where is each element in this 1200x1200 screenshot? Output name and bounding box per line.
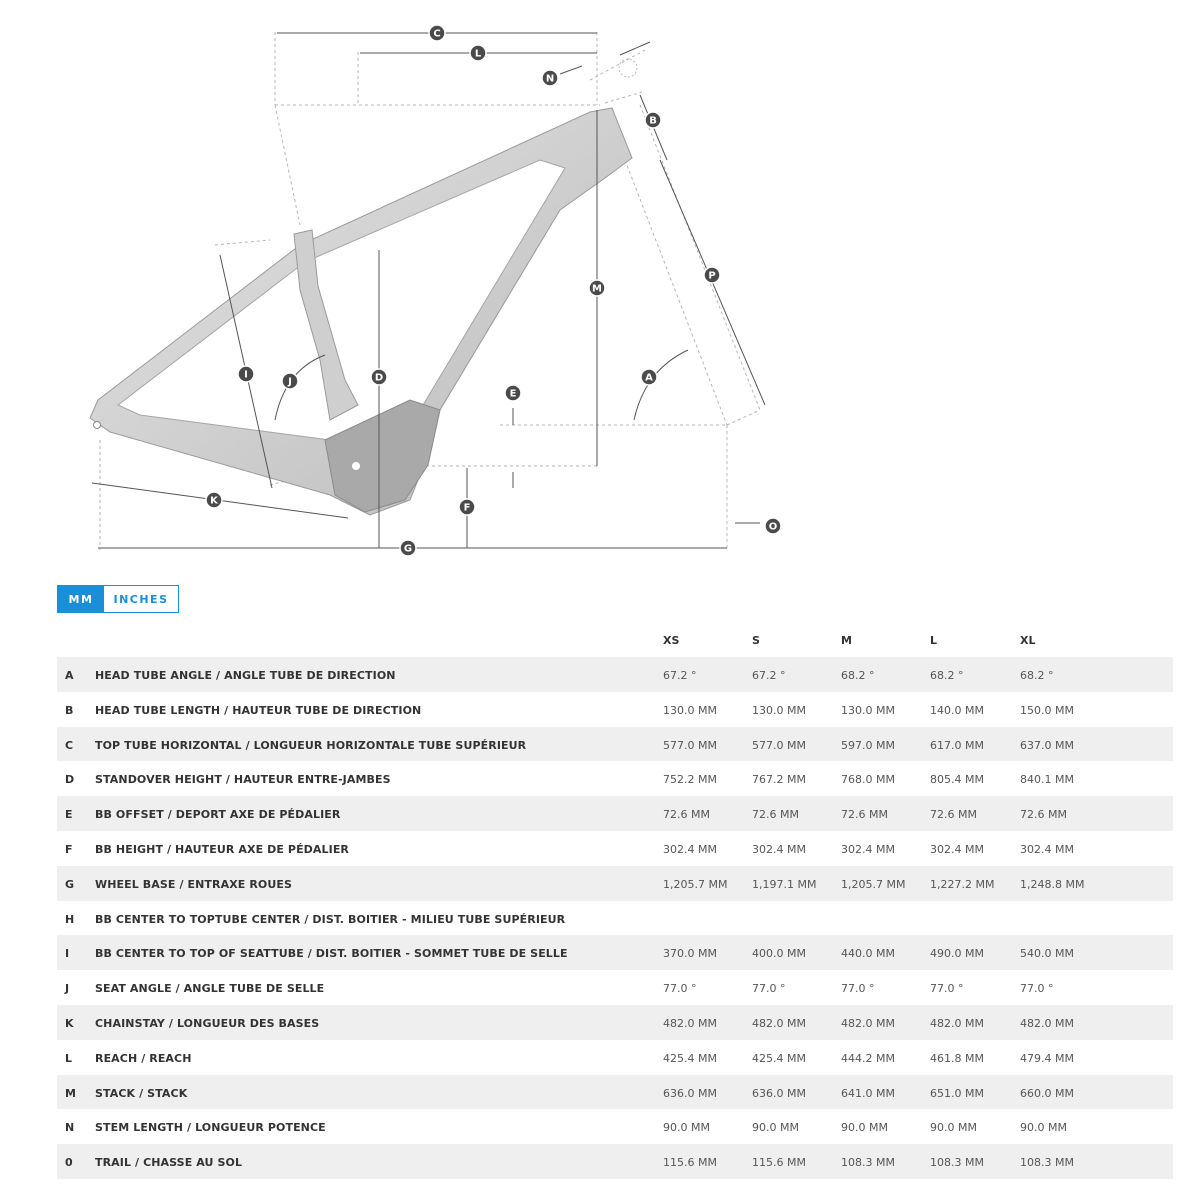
- dimension-marker-f: [459, 499, 475, 515]
- row-value: 302.4 MM: [752, 842, 806, 856]
- dimension-marker-label: O: [768, 521, 778, 533]
- row-value: 77.0 °: [1020, 982, 1054, 996]
- mm-unit-button[interactable]: MM: [58, 586, 104, 612]
- row-value: 72.6 MM: [1020, 808, 1067, 822]
- dimension-marker-i: [238, 366, 254, 382]
- dimension-marker-label: J: [288, 376, 292, 388]
- row-value: 651.0 MM: [930, 1086, 984, 1100]
- size-header-l: L: [930, 634, 938, 647]
- row-label: TOP TUBE HORIZONTAL / LONGUEUR HORIZONTALE TUBE SUPÉRIEUR: [95, 738, 527, 752]
- row-value: 68.2 °: [1020, 669, 1054, 682]
- dimension-marker-d: [371, 369, 387, 385]
- row-value: 540.0 MM: [1020, 947, 1074, 961]
- row-value: 90.0 MM: [663, 1121, 710, 1135]
- row-value: 68.2 °: [930, 669, 964, 682]
- row-letter: N: [65, 1121, 75, 1135]
- dimension-marker-g: [400, 540, 416, 556]
- row-value: 67.2 °: [663, 669, 697, 682]
- table-row: [57, 1040, 1173, 1075]
- row-letter: D: [65, 773, 75, 787]
- row-value: 68.2 °: [841, 669, 875, 682]
- row-value: 444.2 MM: [841, 1051, 895, 1065]
- row-value: 67.2 °: [752, 669, 786, 682]
- row-value: 482.0 MM: [1020, 1016, 1074, 1030]
- dimension-marker-label: L: [474, 48, 482, 60]
- row-value: 115.6 MM: [752, 1156, 806, 1170]
- table-row: [57, 1075, 1173, 1110]
- row-value: 752.2 MM: [663, 773, 717, 787]
- row-value: 400.0 MM: [752, 947, 806, 961]
- row-letter: C: [65, 738, 74, 752]
- dimension-marker-a: [641, 369, 657, 385]
- dimension-marker-label: P: [708, 270, 716, 282]
- frame-geometry-diagram: [0, 0, 1200, 575]
- row-value: 370.0 MM: [663, 947, 717, 961]
- dimension-marker-k: [206, 492, 222, 508]
- row-value: 805.4 MM: [930, 773, 984, 787]
- dimension-marker-j: [282, 373, 298, 389]
- row-letter: B: [65, 703, 74, 717]
- row-label: WHEEL BASE / ENTRAXE ROUES: [95, 877, 293, 891]
- dimension-marker-label: F: [463, 502, 471, 514]
- size-header-m: M: [841, 634, 852, 647]
- dimension-marker-label: E: [509, 388, 517, 400]
- row-value: 1,197.1 MM: [752, 877, 817, 891]
- row-value: 150.0 MM: [1020, 703, 1074, 717]
- row-value: 490.0 MM: [930, 947, 984, 961]
- dimension-marker-label: D: [374, 372, 384, 384]
- row-value: 302.4 MM: [841, 842, 895, 856]
- row-value: 130.0 MM: [752, 703, 806, 717]
- dimension-marker-n: [542, 70, 558, 86]
- table-row: [57, 796, 1173, 831]
- dimension-marker-b: [645, 112, 661, 128]
- dimension-marker-label: G: [403, 543, 413, 555]
- row-value: 140.0 MM: [930, 703, 984, 717]
- bike-frame: [90, 59, 637, 515]
- row-letter: F: [65, 842, 73, 856]
- row-value: 660.0 MM: [1020, 1086, 1074, 1100]
- row-value: 77.0 °: [752, 982, 786, 996]
- row-label: HEAD TUBE LENGTH / HAUTEUR TUBE DE DIRECTION: [95, 703, 422, 717]
- table-row: [57, 866, 1173, 901]
- row-value: 72.6 MM: [752, 808, 799, 822]
- table-row: [57, 657, 1173, 692]
- dimension-marker-l: [470, 45, 486, 61]
- row-letter: K: [65, 1016, 74, 1030]
- row-value: 767.2 MM: [752, 773, 806, 787]
- row-label: BB CENTER TO TOPTUBE CENTER / DIST. BOITIER - MILIEU TUBE SUPÉRIEUR: [95, 912, 566, 926]
- row-value: 440.0 MM: [841, 947, 895, 961]
- row-value: 636.0 MM: [752, 1086, 806, 1100]
- dimension-marker-label: I: [244, 369, 248, 381]
- row-label: REACH / REACH: [95, 1051, 192, 1065]
- row-value: 637.0 MM: [1020, 738, 1074, 752]
- row-value: 302.4 MM: [1020, 842, 1074, 856]
- row-value: 302.4 MM: [663, 842, 717, 856]
- row-label: STEM LENGTH / LONGUEUR POTENCE: [95, 1121, 326, 1135]
- inches-unit-button[interactable]: INCHES: [104, 586, 178, 612]
- size-header-xs: XS: [663, 634, 680, 647]
- row-value: 72.6 MM: [663, 808, 710, 822]
- size-header-row: [57, 623, 1173, 657]
- dimension-marker-label: A: [645, 372, 653, 384]
- table-row: [57, 935, 1173, 970]
- dimension-marker-e: [505, 385, 521, 401]
- table-row: [57, 970, 1173, 1005]
- row-value: 1,205.7 MM: [841, 877, 906, 891]
- table-row: [57, 692, 1173, 727]
- row-label: SEAT ANGLE / ANGLE TUBE DE SELLE: [95, 982, 325, 996]
- row-label: STANDOVER HEIGHT / HAUTEUR ENTRE-JAMBES: [95, 773, 391, 787]
- row-value: 90.0 MM: [841, 1121, 888, 1135]
- row-label: TRAIL / CHASSE AU SOL: [95, 1156, 243, 1170]
- geometry-table: [57, 623, 1173, 1179]
- row-label: BB CENTER TO TOP OF SEATTUBE / DIST. BOITIER - SOMMET TUBE DE SELLE: [95, 947, 568, 961]
- row-label: CHAINSTAY / LONGUEUR DES BASES: [95, 1016, 320, 1030]
- dimension-marker-label: M: [592, 283, 602, 295]
- table-row: [57, 1144, 1173, 1179]
- table-row: [57, 1109, 1173, 1144]
- dimension-marker-m: [589, 280, 605, 296]
- row-letter: G: [65, 877, 75, 891]
- dimension-marker-label: B: [649, 115, 657, 127]
- row-label: STACK / STACK: [95, 1086, 188, 1100]
- table-row: [57, 761, 1173, 796]
- row-value: 1,205.7 MM: [663, 877, 728, 891]
- row-letter: L: [65, 1051, 73, 1065]
- row-value: 577.0 MM: [752, 738, 806, 752]
- table-row: [57, 727, 1173, 762]
- dimension-marker-label: N: [545, 73, 555, 85]
- row-value: 115.6 MM: [663, 1156, 717, 1170]
- row-value: 461.8 MM: [930, 1051, 984, 1065]
- row-value: 482.0 MM: [841, 1016, 895, 1030]
- dimension-marker-o: [765, 518, 781, 534]
- row-label: BB HEIGHT / HAUTEUR AXE DE PÉDALIER: [95, 842, 350, 856]
- row-value: 482.0 MM: [663, 1016, 717, 1030]
- row-value: 840.1 MM: [1020, 773, 1074, 787]
- row-value: 130.0 MM: [841, 703, 895, 717]
- row-value: 302.4 MM: [930, 842, 984, 856]
- dimension-marker-c: [429, 25, 445, 41]
- row-value: 425.4 MM: [663, 1051, 717, 1065]
- row-letter: A: [65, 669, 74, 682]
- row-letter: J: [65, 982, 70, 996]
- row-value: 77.0 °: [841, 982, 875, 996]
- table-row: [57, 1005, 1173, 1040]
- row-value: 617.0 MM: [930, 738, 984, 752]
- row-value: 425.4 MM: [752, 1051, 806, 1065]
- dimension-marker-p: [704, 267, 720, 283]
- row-value: 597.0 MM: [841, 738, 895, 752]
- row-value: 636.0 MM: [663, 1086, 717, 1100]
- row-value: 72.6 MM: [841, 808, 888, 822]
- row-value: 77.0 °: [930, 982, 964, 996]
- size-header-xl: XL: [1020, 634, 1036, 647]
- table-row: [57, 831, 1173, 866]
- row-value: 108.3 MM: [930, 1156, 984, 1170]
- row-value: 482.0 MM: [752, 1016, 806, 1030]
- row-value: 1,227.2 MM: [930, 877, 995, 891]
- row-value: 108.3 MM: [841, 1156, 895, 1170]
- row-label: HEAD TUBE ANGLE / ANGLE TUBE DE DIRECTION: [95, 669, 396, 682]
- row-value: 577.0 MM: [663, 738, 717, 752]
- row-letter: M: [65, 1086, 76, 1100]
- row-letter: I: [65, 947, 70, 961]
- row-letter: H: [65, 912, 75, 926]
- row-letter: 0: [65, 1156, 73, 1170]
- dimension-marker-label: C: [433, 28, 441, 40]
- row-value: 90.0 MM: [1020, 1121, 1067, 1135]
- row-value: 130.0 MM: [663, 703, 717, 717]
- row-value: 90.0 MM: [752, 1121, 799, 1135]
- row-value: 77.0 °: [663, 982, 697, 996]
- table-row: [57, 901, 1173, 936]
- row-value: 482.0 MM: [930, 1016, 984, 1030]
- row-letter: E: [65, 808, 73, 822]
- row-value: 479.4 MM: [1020, 1051, 1074, 1065]
- row-value: 90.0 MM: [930, 1121, 977, 1135]
- row-label: BB OFFSET / DEPORT AXE DE PÉDALIER: [95, 808, 341, 822]
- row-value: 1,248.8 MM: [1020, 877, 1085, 891]
- unit-toggle: [57, 585, 179, 613]
- row-value: 768.0 MM: [841, 773, 895, 787]
- row-value: 108.3 MM: [1020, 1156, 1074, 1170]
- size-header-s: S: [752, 634, 760, 647]
- dimension-marker-label: K: [210, 495, 218, 507]
- row-value: 72.6 MM: [930, 808, 977, 822]
- row-value: 641.0 MM: [841, 1086, 895, 1100]
